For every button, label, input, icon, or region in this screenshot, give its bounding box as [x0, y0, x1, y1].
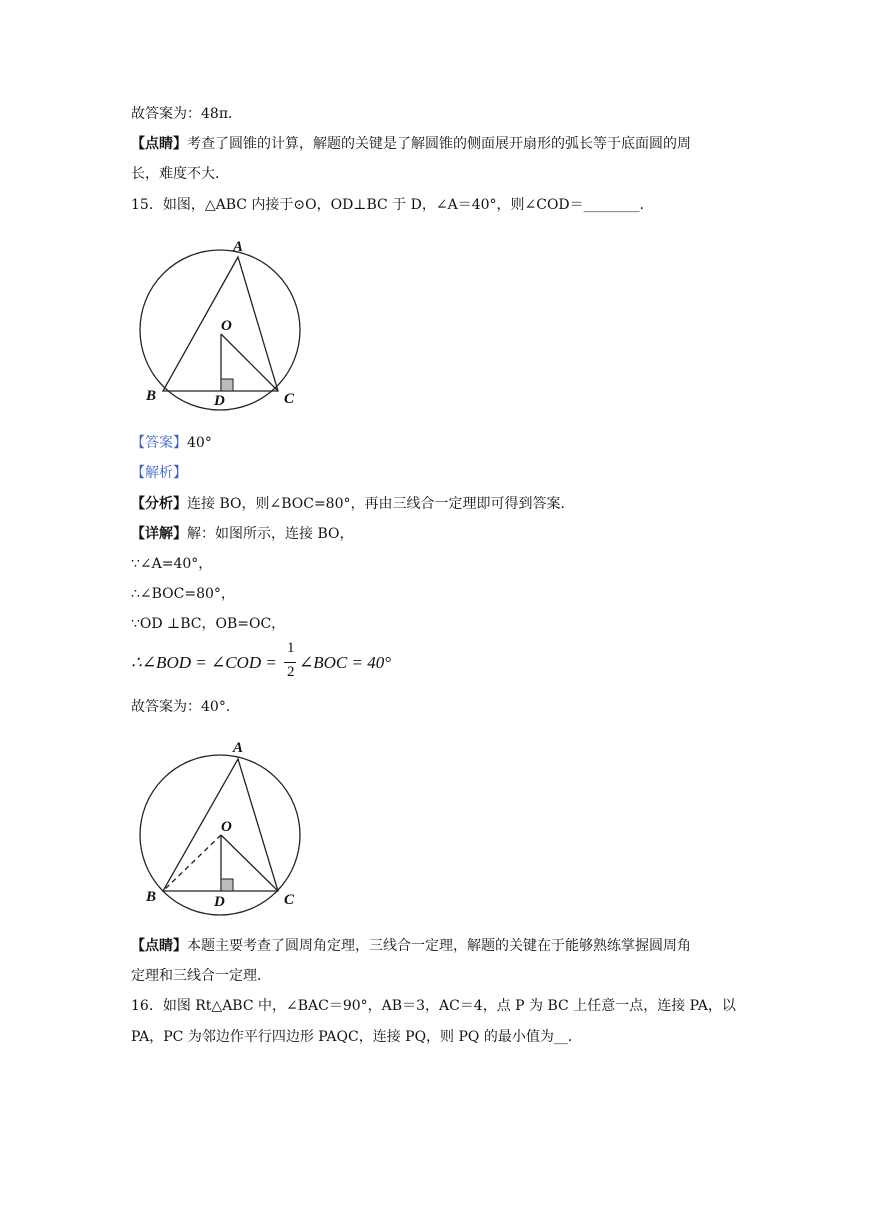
label-d: D: [214, 894, 225, 910]
comment-line: [131, 134, 691, 154]
step-1: ∵∠A=40°，: [131, 556, 213, 572]
label-o: O: [221, 318, 232, 334]
label-b: B: [146, 388, 157, 404]
formula-right: ∠BOC = 40°: [299, 653, 392, 672]
label-c: C: [284, 892, 295, 908]
analysis-tag: 【解析】: [131, 465, 187, 481]
question-16-line-2: PA，PC 为邻边作平行四边形 PAQC，连接 PQ，则 PQ 的最小值为__．: [131, 1029, 582, 1045]
comment-2-tag: 【点睛】: [131, 938, 187, 954]
fenxi-text: 连接 BO，则∠BOC=80°，再由三线合一定理即可得到答案．: [187, 496, 575, 512]
label-a: A: [233, 239, 244, 255]
label-b: B: [146, 889, 157, 905]
label-d: D: [214, 393, 225, 409]
fraction-numerator: 1: [287, 640, 295, 656]
answer-value: 40°: [187, 435, 212, 451]
step-2: ∴∠BOC=80°，: [131, 586, 235, 602]
final-answer-line: 故答案为：40°．: [131, 699, 240, 715]
fenxi-line: [131, 494, 575, 514]
xiangjie-tag: 【详解】: [131, 526, 187, 542]
question-16-line-1: 16．如图 Rt△ABC 中，∠BAC＝90°，AB＝3，AC＝4，点 P 为 BC 上任意一点，连接 PA，以: [131, 998, 736, 1014]
answer-label-line: [131, 433, 212, 453]
label-c: C: [284, 391, 295, 407]
step-3: ∵OD ⊥BC，OB=OC，: [131, 616, 286, 632]
fraction-bar: [284, 662, 296, 663]
answer-tag: 【答案】: [131, 435, 187, 451]
question-15: 15．如图，△ABC 内接于⊙O，OD⊥BC 于 D，∠A＝40°，则∠COD＝________．: [131, 197, 654, 213]
fenxi-tag: 【分析】: [131, 496, 187, 512]
answer-line: 故答案为：48π．: [131, 106, 243, 122]
label-o: O: [221, 819, 232, 835]
geometry-figure-2: [130, 735, 320, 920]
comment-2-line: [131, 936, 691, 956]
comment-tag: 【点睛】: [131, 136, 187, 152]
right-angle-mark: [221, 879, 233, 891]
right-angle-mark: [221, 379, 233, 391]
geometry-figure-1: [130, 230, 320, 415]
xiangjie-line: [131, 524, 353, 544]
comment-2-text: 本题主要考查了圆周角定理，三线合一定理，解题的关键在于能够熟练掌握圆周角: [187, 938, 691, 954]
dashed-segment-bo: [163, 835, 221, 891]
label-a: A: [233, 740, 244, 756]
fraction-denominator: 2: [287, 664, 295, 680]
comment-2-line-2: 定理和三线合一定理．: [131, 968, 271, 984]
comment-line-2: 长，难度不大．: [131, 166, 229, 182]
xiangjie-text: 解：如图所示，连接 BO，: [187, 526, 354, 542]
comment-text: 考查了圆锥的计算，解题的关键是了解圆锥的侧面展开扇形的弧长等于底面圆的周: [187, 136, 691, 152]
formula-left: ∴∠BOD = ∠COD =: [131, 653, 277, 672]
